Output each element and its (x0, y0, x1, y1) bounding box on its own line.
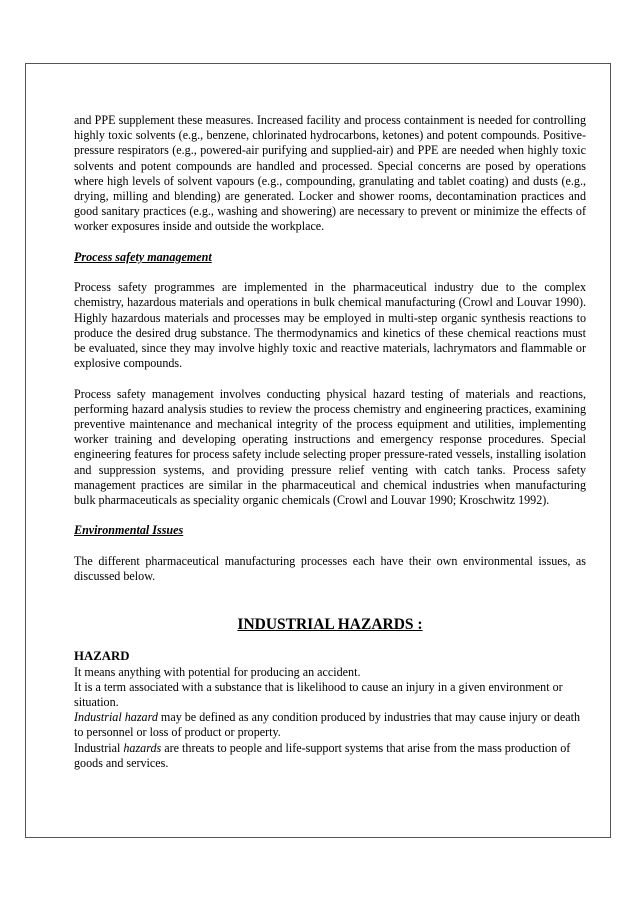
process-safety-heading-text: Process safety management (74, 249, 212, 264)
section-heading-process-safety (74, 250, 586, 265)
hazard-line-1: It means anything with potential for producing an accident. (74, 664, 361, 679)
industrial-hazards-title: INDUSTRIAL HAZARDS : (237, 616, 423, 634)
intro-paragraph: and PPE supplement these measures. Increased facility and process containment is needed for controlling highly toxic solvents (e.g., benzene, chlorinated hydrocarbons, ketones) and potent compounds. Positive-pressure respirators (e.g., powered-air purifying and supplied-air) and PPE are needed when highly toxic solvents and potent compounds are handled and processed. Special concerns are posed by operations where high levels of solvent vapours (e.g., compounding, granulating and tablet coating) and dusts (e.g., drying, milling and blending) are generated. Locker and shower rooms, decontamination practices and good sanitary practices (e.g., washing and showering) are necessary to prevent or minimize the effects of worker exposures inside and outside the workplace. (74, 113, 586, 234)
process-safety-paragraph-1: Process safety programmes are implemented in the pharmaceutical industry due to the complex chemistry, hazardous materials and operations in bulk chemical manufacturing (Crowl and Louvar 1990). Highly hazardous materials and processes may be employed in multi-step organic synthesis reactions to produce the desired drug substance. The thermodynamics and kinetics of these chemical reactions must be evaluated, since they may involve highly toxic and reactive materials, lachrymators and flammable or explosive compounds. (74, 280, 586, 371)
environmental-heading-text: Environmental Issues (74, 523, 184, 538)
document-body (74, 113, 586, 771)
industrial-hazard-definition: may be defined as any condition produced by industries that may cause injury or death to personnel or loss of product or property. (74, 710, 581, 740)
process-safety-paragraph-2: Process safety management involves conducting physical hazard testing of materials and reactions, performing hazard analysis studies to review the process chemistry and engineering practices, examining preventive maintenance and mechanical integrity of the process equipment and utilities, implementing worker training and developing operating instructions and emergency response procedures. Special engineering features for process safety include selecting proper pressure-rated vessels, installing isolation and suppression systems, and providing pressure relief venting with catch tanks. Process safety management practices are similar in the pharmaceutical and chemical industries when manufacturing bulk pharmaceuticals as speciality organic chemicals (Crowl and Louvar 1990; Kroschwitz 1992). (74, 386, 586, 508)
hazard-line-3 (74, 710, 586, 740)
section-heading-environmental (74, 523, 586, 538)
hazards-term: hazards (123, 740, 162, 755)
hazard-line-2: It is a term associated with a substance that is likelihood to cause an injury in a given environment or situation. (74, 679, 563, 710)
hazard-section (74, 649, 586, 771)
hazard-heading: HAZARD (74, 649, 130, 664)
hazard-line-4-rest: are threats to people and life-support systems that arise from the mass production of goods and services. (74, 740, 571, 770)
environmental-paragraph: The different pharmaceutical manufacturing processes each have their own environmental issues, as discussed below. (74, 553, 586, 584)
industrial-hazard-term: Industrial hazard (74, 710, 158, 725)
hazard-line-4 (74, 741, 586, 771)
hazard-line-4-start: Industrial (74, 740, 124, 755)
